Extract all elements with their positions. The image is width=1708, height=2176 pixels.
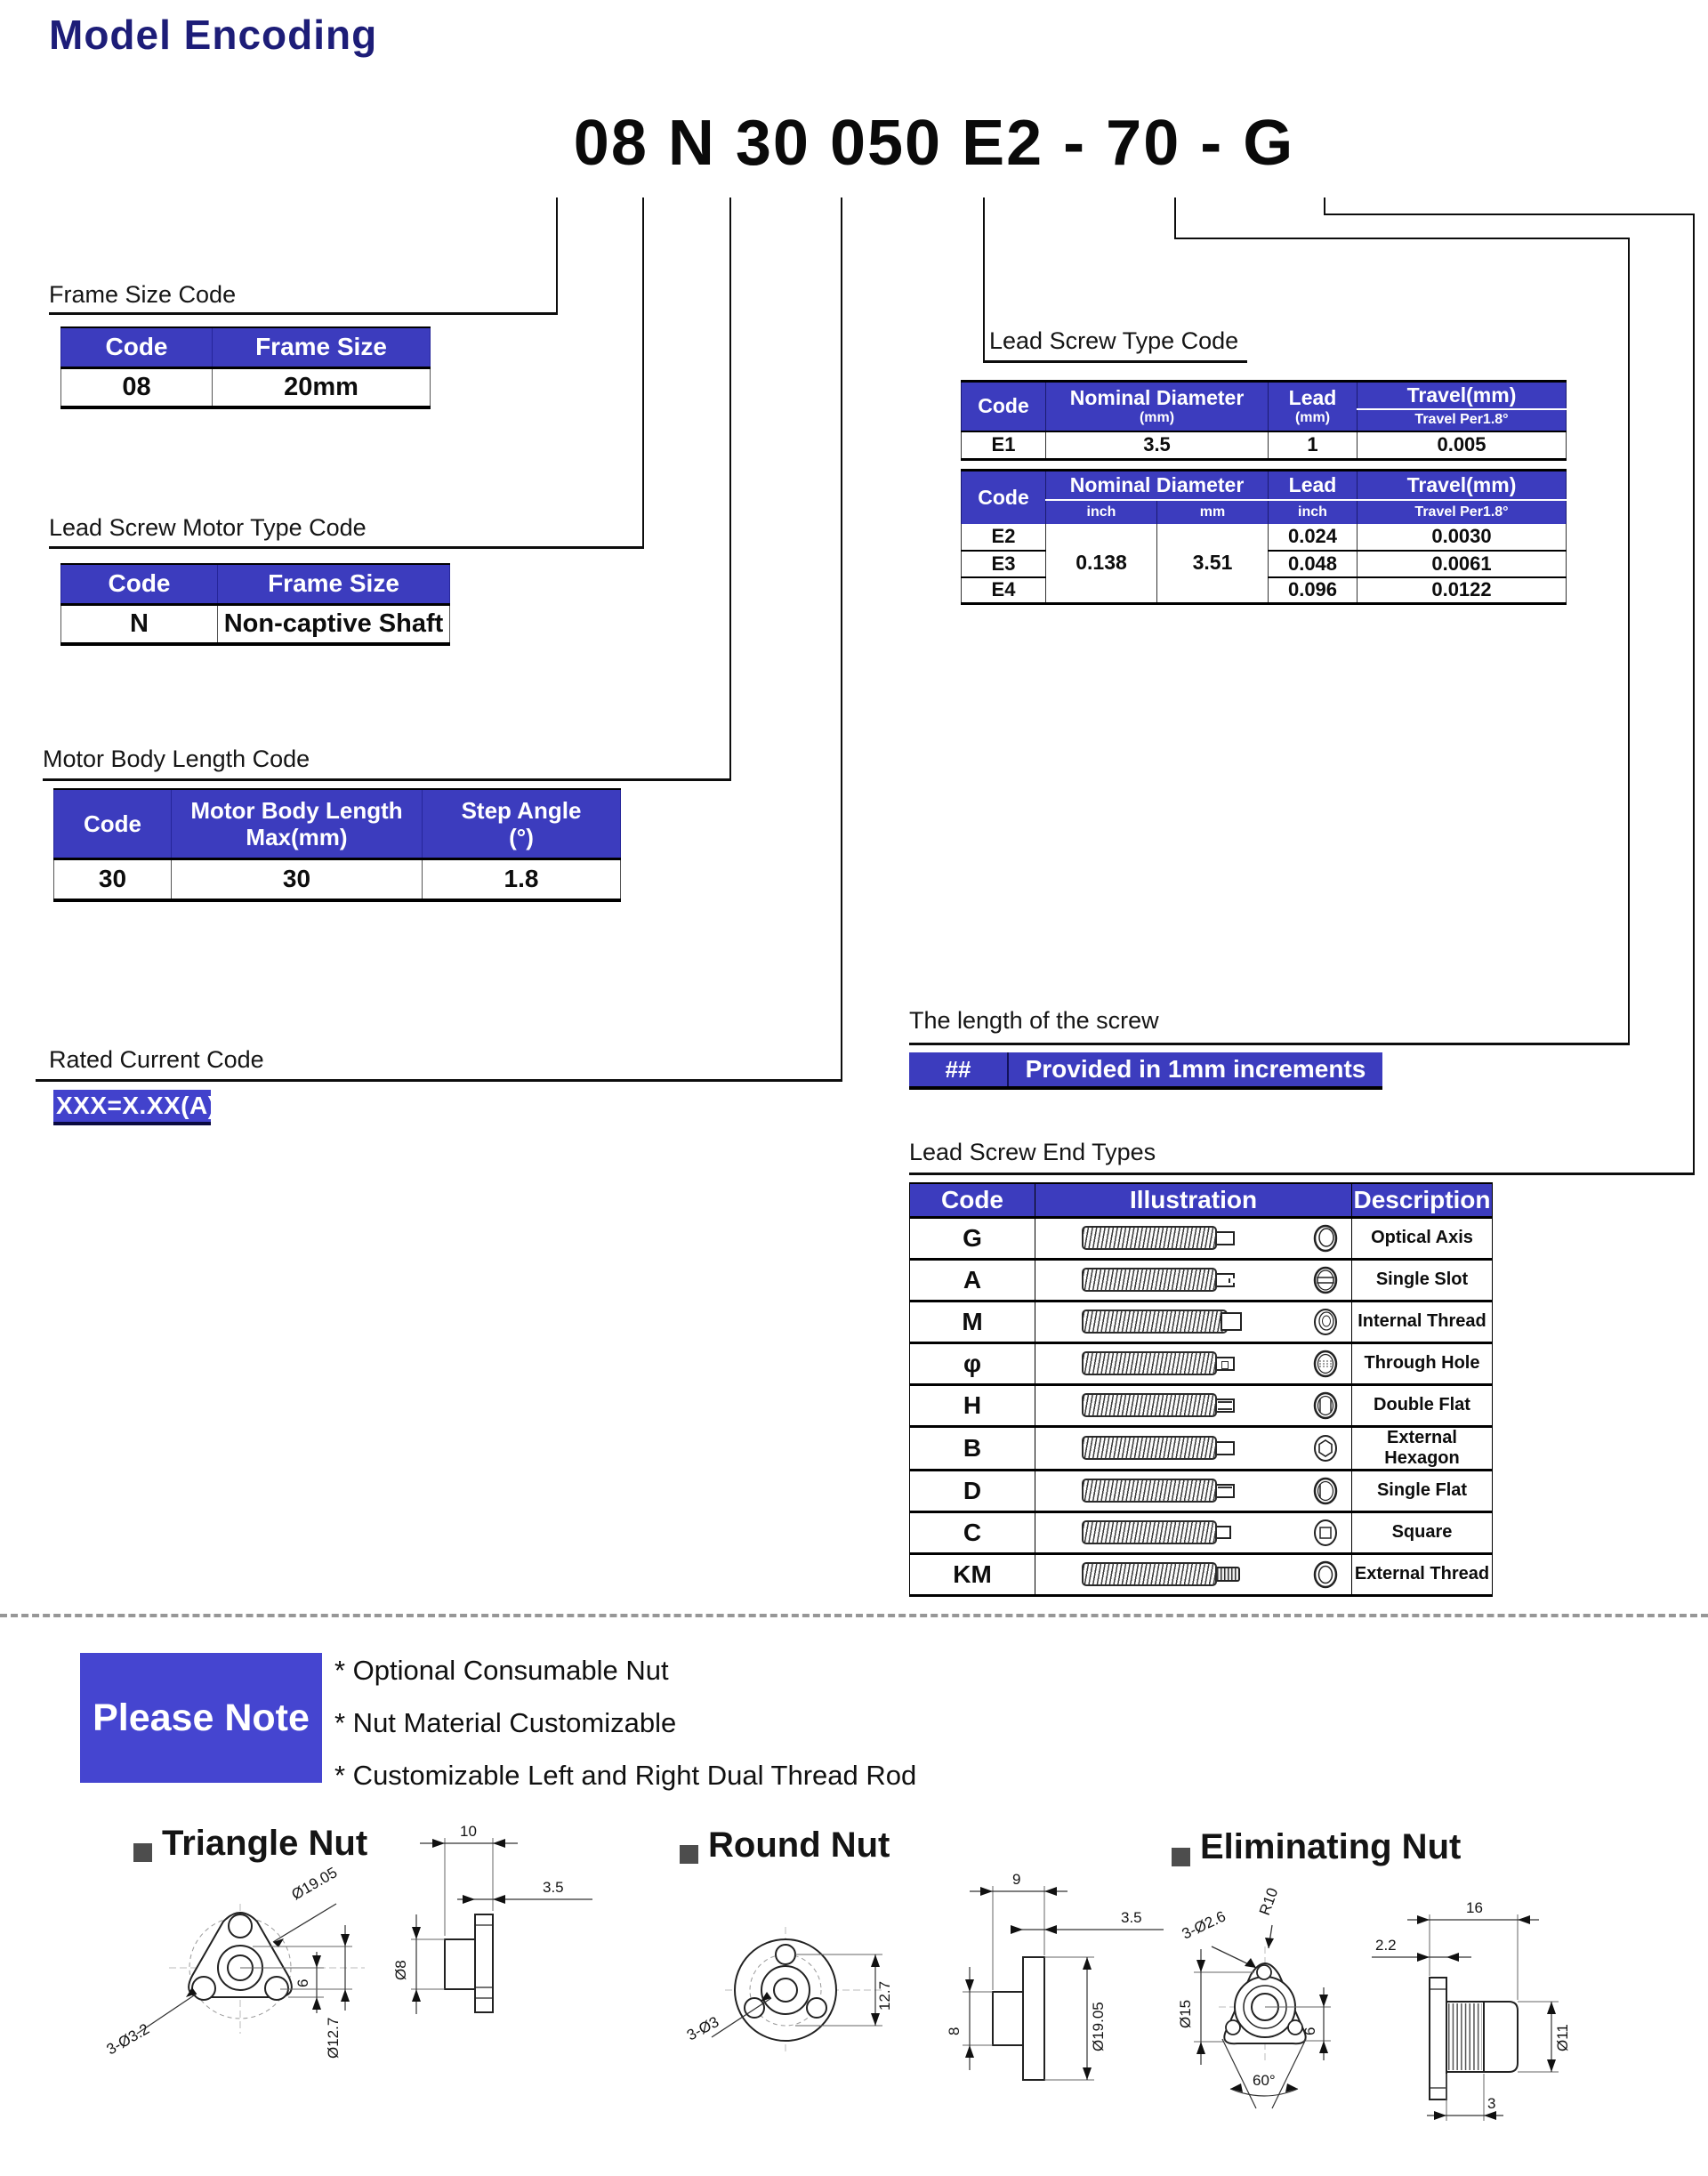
connector-08	[556, 197, 558, 313]
rated-current-label: Rated Current Code	[49, 1046, 264, 1073]
end-type-desc: Single Slot	[1352, 1259, 1493, 1301]
connector-g-h	[1324, 214, 1695, 215]
eliminating-nut-title: Eliminating Nut	[1200, 1827, 1462, 1866]
thread-illustration-single-flat	[1082, 1479, 1273, 1503]
screw-type-code-label: Lead Screw Type Code	[989, 327, 1239, 354]
screw-length-desc: Provided in 1mm increments	[1009, 1052, 1382, 1086]
please-note-items	[334, 1644, 916, 1801]
dim-label: Ø12.7	[325, 2017, 342, 2059]
model-number: 08 N 30 050 E2 - 70 - G	[573, 108, 1295, 179]
motor-type-col-code: Code	[61, 564, 218, 604]
t1-col-nominal	[1046, 382, 1269, 431]
body-length-col-length-1: Motor Body Length	[190, 796, 403, 824]
t1-travel: 0.005	[1358, 431, 1567, 460]
thread-illustration-external-thread	[1082, 1562, 1273, 1586]
round-nut-drawing	[676, 1822, 1174, 2169]
dim-label: 3.5	[1121, 1909, 1142, 1926]
motor-type-value: Non-captive Shaft	[218, 604, 450, 644]
frame-size-col-code: Code	[61, 327, 213, 367]
dim-label: Ø8	[392, 1960, 409, 1980]
frame-size-table	[60, 326, 431, 409]
underline-screw-length	[909, 1043, 1630, 1045]
dim-label: 3-Ø3	[683, 2013, 722, 2044]
end-type-code: KM	[910, 1553, 1035, 1595]
end-type-row-d	[910, 1470, 1493, 1511]
page-title: Model Encoding	[49, 12, 378, 58]
end-type-row-m	[910, 1301, 1493, 1342]
screw-length-bar	[909, 1052, 1382, 1090]
end-type-row-phi	[910, 1342, 1493, 1384]
motor-type-code-label: Lead Screw Motor Type Code	[49, 514, 367, 541]
end-view-single-slot-icon	[1309, 1261, 1342, 1299]
end-view-external-thread-icon	[1309, 1556, 1342, 1593]
t2-row-code: E2	[962, 524, 1046, 551]
t2-col-travel-sub: Travel Per1.8°	[1358, 500, 1567, 524]
thread-illustration-external-hexagon	[1082, 1436, 1273, 1460]
screw-type-table-2	[961, 469, 1567, 605]
eliminating-nut-drawing	[1165, 1822, 1699, 2173]
underline-end-types	[909, 1173, 1695, 1175]
t1-col-code: Code	[962, 382, 1046, 431]
end-type-row-b	[910, 1426, 1493, 1470]
end-type-desc: Single Flat	[1352, 1470, 1493, 1511]
underline-body-length	[43, 778, 731, 781]
body-length-col-length-2: Max(mm)	[246, 823, 348, 850]
end-type-code: C	[910, 1511, 1035, 1553]
t2-col-lead: Lead	[1269, 471, 1358, 500]
end-types-col-code: Code	[910, 1183, 1035, 1217]
underline-frame-size	[49, 312, 558, 315]
t2-row-lead: 0.024	[1269, 524, 1358, 551]
round-nut-title: Round Nut	[708, 1825, 890, 1865]
dim-label: R10	[1255, 1885, 1282, 1918]
note-item: * Optional Consumable Nut	[334, 1655, 669, 1686]
section-divider	[0, 1614, 1708, 1617]
end-type-code: H	[910, 1384, 1035, 1426]
please-note-badge: Please Note	[80, 1653, 322, 1783]
dim-label: 16	[1466, 1899, 1483, 1916]
body-length-col-angle	[423, 789, 621, 858]
screw-length-code: ##	[909, 1052, 1009, 1086]
end-type-code: M	[910, 1301, 1035, 1342]
dim-label: Ø15	[1177, 1999, 1194, 2028]
dim-label: Ø11	[1554, 2024, 1571, 2051]
dim-label: 8	[946, 2027, 963, 2035]
t1-col-lead-main: Lead	[1288, 386, 1337, 410]
t1-code: E1	[962, 431, 1046, 460]
dim-label: 3-Ø2.6	[1179, 1907, 1229, 1943]
body-length-col-length	[172, 789, 423, 858]
end-type-desc: External Hexagon	[1352, 1426, 1493, 1470]
screw-length-label: The length of the screw	[909, 1007, 1159, 1034]
end-type-desc: Double Flat	[1352, 1384, 1493, 1426]
dim-label: 6	[294, 1979, 311, 1987]
frame-size-code: 08	[61, 367, 213, 407]
connector-050	[841, 197, 842, 1079]
end-view-internal-thread-icon	[1309, 1303, 1342, 1341]
end-type-desc: Square	[1352, 1511, 1493, 1553]
screw-type-table-1	[961, 380, 1567, 461]
end-type-desc: External Thread	[1352, 1553, 1493, 1595]
thread-illustration-internal-thread	[1082, 1310, 1273, 1334]
t2-row-travel: 0.0061	[1358, 551, 1567, 577]
t2-row-travel: 0.0122	[1358, 577, 1567, 604]
t1-col-nominal-main: Nominal Diameter	[1069, 386, 1245, 410]
t2-row-lead: 0.048	[1269, 551, 1358, 577]
end-type-row-c	[910, 1511, 1493, 1553]
motor-type-col-value: Frame Size	[218, 564, 450, 604]
frame-size-code-label: Frame Size Code	[49, 281, 237, 308]
connector-g-v	[1693, 214, 1695, 1173]
body-length-col-angle-2: (°)	[509, 823, 534, 850]
thread-illustration-single-slot	[1082, 1268, 1273, 1292]
underline-motor-type	[49, 546, 644, 549]
dim-label: Ø19.05	[288, 1864, 341, 1904]
t2-col-mm: mm	[1157, 500, 1269, 524]
end-type-code: φ	[910, 1342, 1035, 1384]
end-view-square-icon	[1309, 1514, 1342, 1551]
end-type-code: A	[910, 1259, 1035, 1301]
thread-illustration-through-hole	[1082, 1351, 1273, 1375]
dim-label: 12.7	[876, 1980, 893, 2011]
connector-70-h	[1174, 238, 1630, 239]
t1-col-lead	[1269, 382, 1358, 431]
connector-n	[642, 197, 644, 546]
end-type-desc: Optical Axis	[1352, 1217, 1493, 1259]
body-length-angle: 1.8	[423, 858, 621, 900]
underline-screw-type	[983, 360, 1247, 363]
t2-col-inch: inch	[1046, 500, 1157, 524]
dim-label: 3-Ø3.2	[103, 2020, 153, 2059]
end-type-row-h	[910, 1384, 1493, 1426]
body-length-code: 30	[54, 858, 172, 900]
end-type-code: D	[910, 1470, 1035, 1511]
dim-label: 6	[1301, 2027, 1318, 2035]
t2-col-code: Code	[962, 471, 1046, 524]
t1-col-lead-unit: (mm)	[1294, 410, 1331, 426]
t2-col-travel: Travel(mm)	[1358, 471, 1567, 500]
t2-row-code: E4	[962, 577, 1046, 604]
end-types-label: Lead Screw End Types	[909, 1139, 1156, 1165]
t2-col-nominal: Nominal Diameter	[1046, 471, 1269, 500]
underline-rated-current	[36, 1079, 842, 1082]
t2-row-lead: 0.096	[1269, 577, 1358, 604]
body-length-code-label: Motor Body Length Code	[43, 745, 310, 772]
dim-label: 9	[1012, 1871, 1021, 1888]
end-type-code: G	[910, 1217, 1035, 1259]
t1-col-travel: Travel(mm)	[1358, 382, 1567, 409]
body-length-length: 30	[172, 858, 423, 900]
end-types-col-description: Description	[1352, 1183, 1493, 1217]
note-item: * Customizable Left and Right Dual Thread Rod	[334, 1760, 917, 1791]
connector-e2	[983, 197, 985, 360]
end-type-row-a	[910, 1259, 1493, 1301]
t1-col-travel-sub: Travel Per1.8°	[1358, 409, 1567, 431]
thread-illustration-double-flat	[1082, 1393, 1273, 1417]
t2-nominal-mm: 3.51	[1157, 524, 1269, 604]
t2-col-lead-inch: inch	[1269, 500, 1358, 524]
t1-nominal: 3.5	[1046, 431, 1269, 460]
connector-70	[1174, 197, 1176, 238]
dim-label: 2.2	[1375, 1937, 1397, 1954]
dim-label: 3	[1487, 2095, 1496, 2112]
t2-nominal-inch: 0.138	[1046, 524, 1157, 604]
end-type-row-km	[910, 1553, 1493, 1595]
dim-label: 10	[460, 1823, 477, 1840]
end-type-desc: Through Hole	[1352, 1342, 1493, 1384]
t2-row-code: E3	[962, 551, 1046, 577]
end-view-external-hexagon-icon	[1309, 1430, 1342, 1467]
end-view-double-flat-icon	[1309, 1387, 1342, 1424]
motor-type-table	[60, 563, 450, 646]
t2-row-travel: 0.0030	[1358, 524, 1567, 551]
end-types-col-illustration: Illustration	[1035, 1183, 1352, 1217]
end-view-optical-axis-icon	[1309, 1220, 1342, 1257]
body-length-table	[53, 788, 621, 902]
thread-illustration-square	[1082, 1520, 1273, 1544]
connector-30	[729, 197, 731, 778]
end-view-single-flat-icon	[1309, 1472, 1342, 1510]
dim-label: Ø19.05	[1090, 2002, 1107, 2051]
end-view-through-hole-icon	[1309, 1345, 1342, 1382]
rated-current-value: XXX=X.XX(A)	[53, 1090, 211, 1125]
motor-type-code: N	[61, 604, 218, 644]
body-length-col-code: Code	[54, 789, 172, 858]
t1-col-nominal-unit: (mm)	[1139, 410, 1175, 426]
connector-g	[1324, 197, 1325, 214]
end-types-table	[909, 1182, 1493, 1597]
end-type-code: B	[910, 1426, 1035, 1470]
dim-label: 60°	[1253, 2072, 1276, 2089]
note-item: * Nut Material Customizable	[334, 1707, 677, 1738]
dim-label: 3.5	[543, 1879, 564, 1896]
body-length-col-angle-1: Step Angle	[461, 796, 582, 824]
frame-size-value: 20mm	[213, 367, 431, 407]
end-type-row-g	[910, 1217, 1493, 1259]
t1-lead: 1	[1269, 431, 1358, 460]
triangle-nut-title: Triangle Nut	[162, 1824, 368, 1863]
triangle-nut-drawing	[98, 1822, 596, 2169]
end-type-desc: Internal Thread	[1352, 1301, 1493, 1342]
frame-size-col-value: Frame Size	[213, 327, 431, 367]
connector-70-v	[1628, 238, 1630, 1043]
thread-illustration-optical-axis	[1082, 1226, 1273, 1250]
